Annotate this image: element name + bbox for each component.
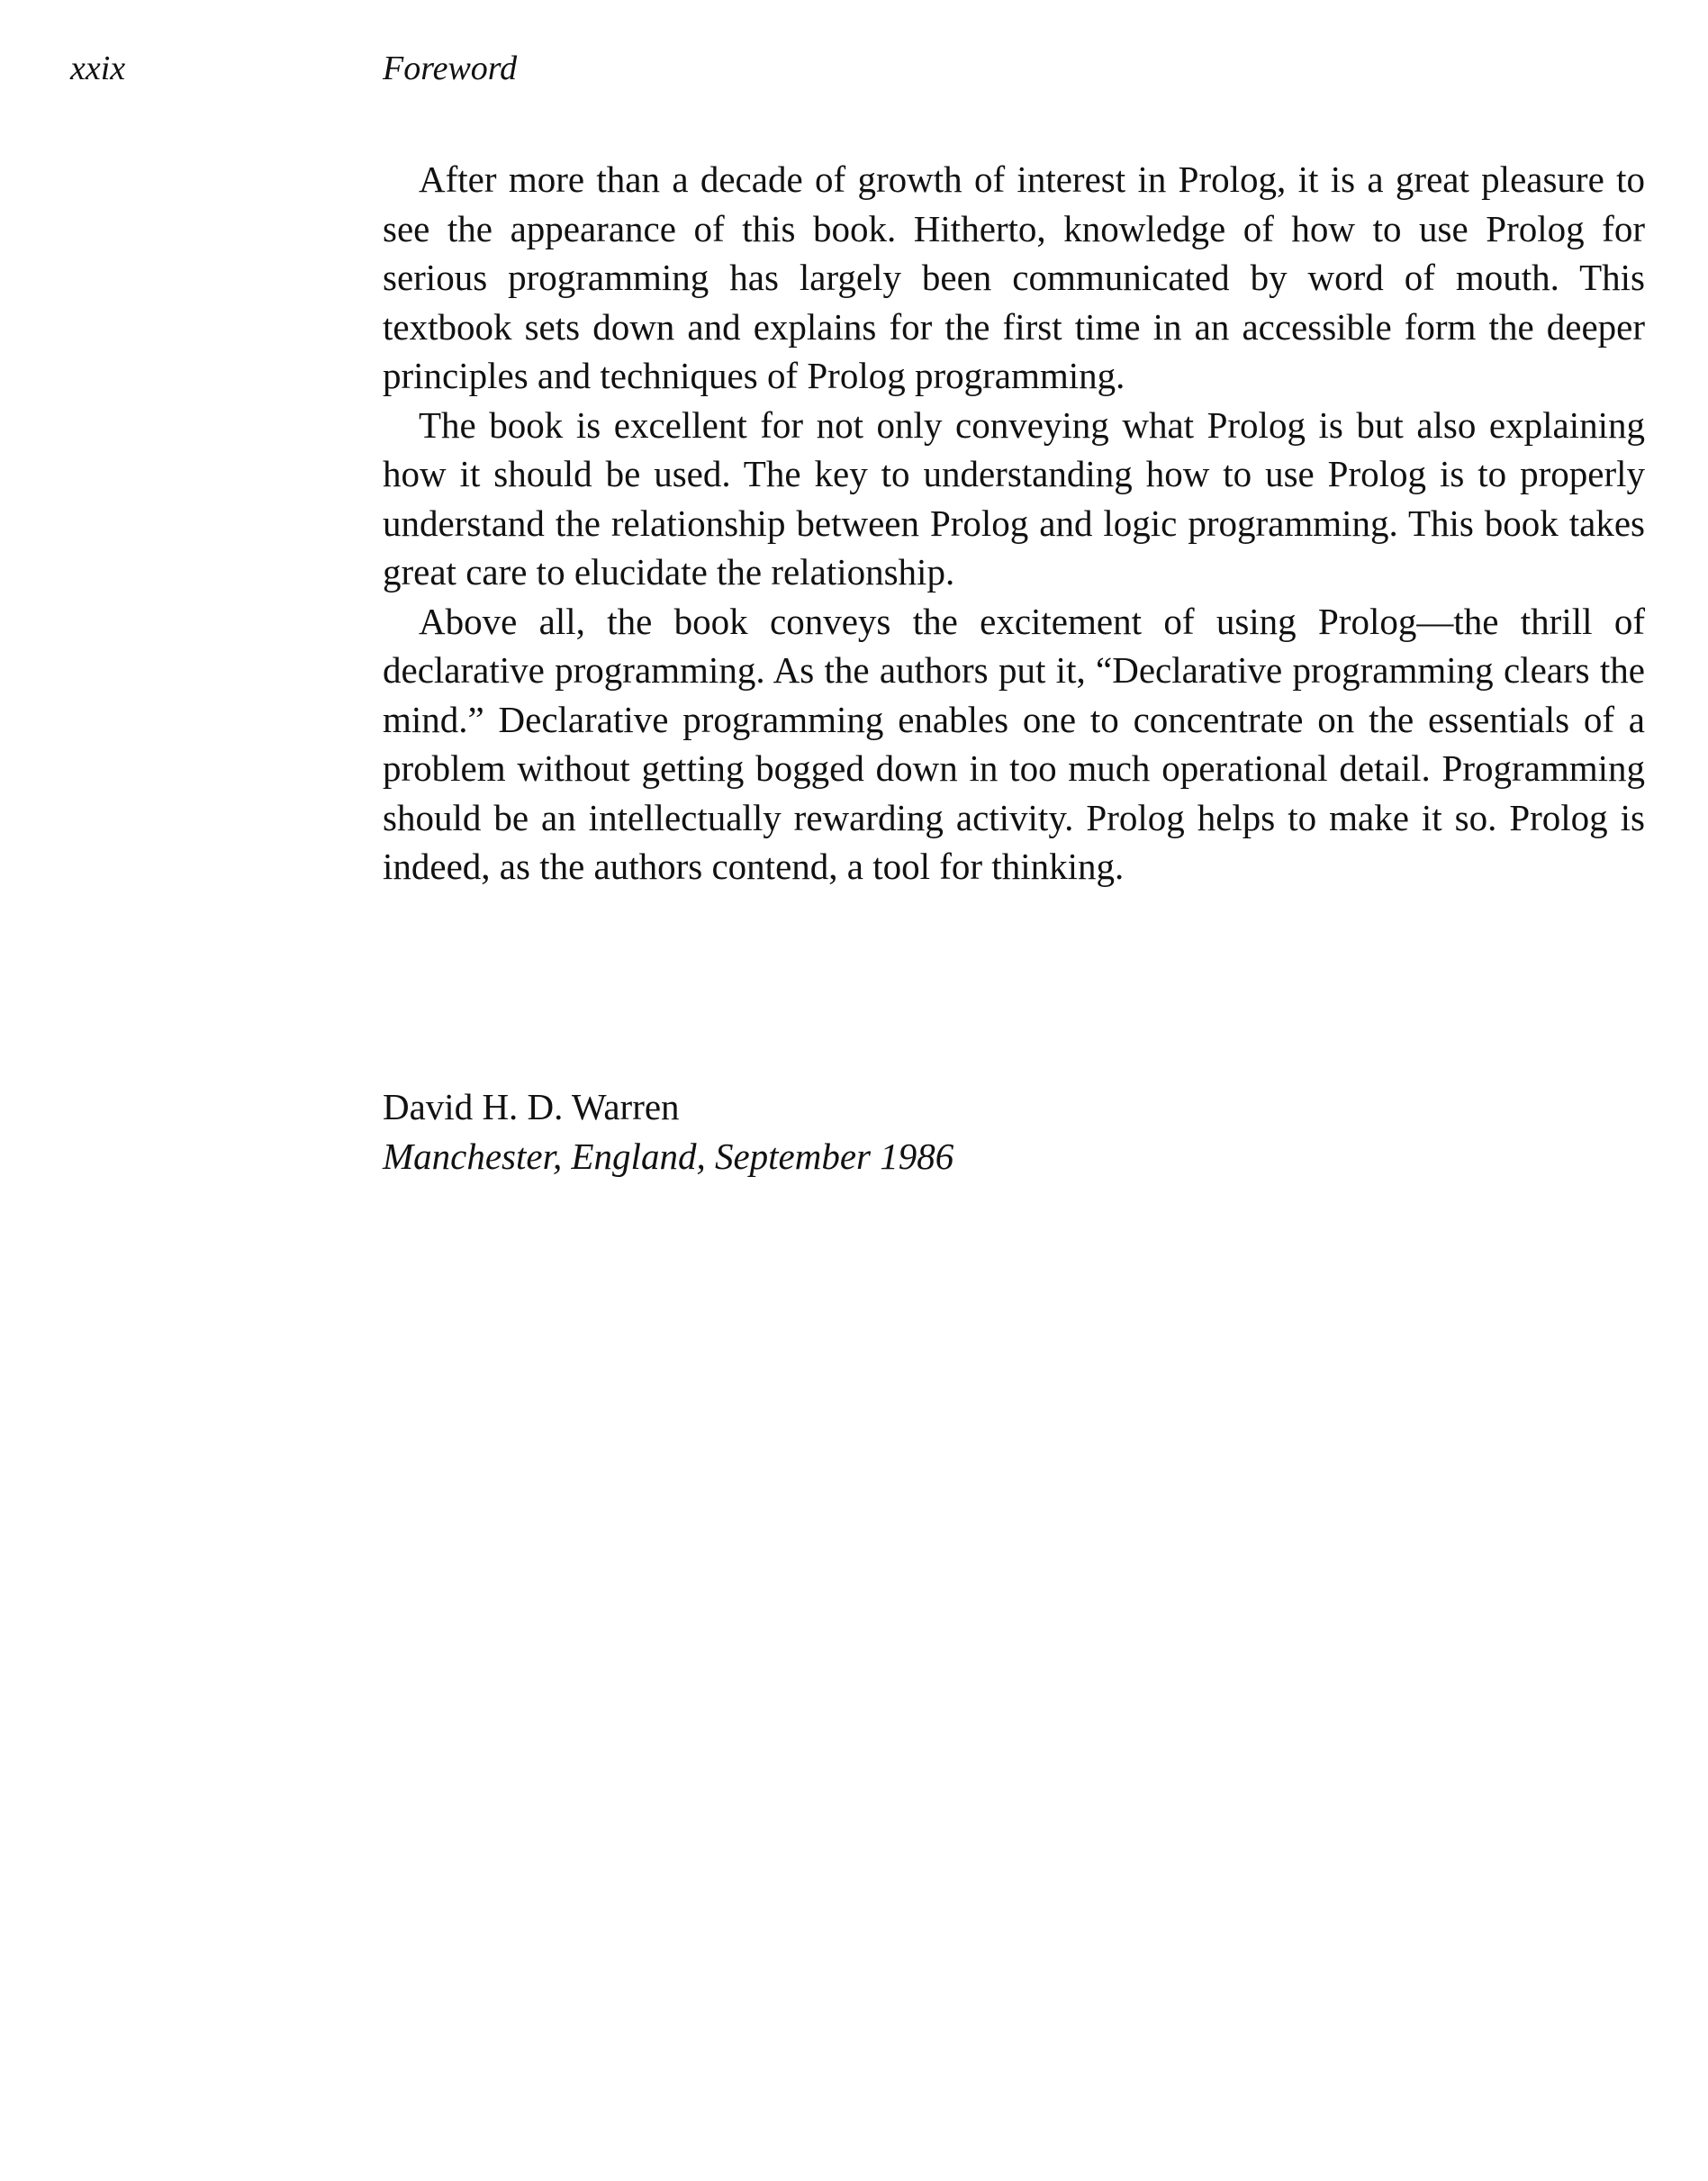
paragraph-1: After more than a decade of growth of interest in Prolog, it is a great pleasure to see the appearance of this book. Hitherto, knowledge of how to use Prolog for serious programming has largely been communicated by word of mouth. This textbook sets down and explains for the first time in an accessible form the deeper principles and techniques of Prolog programming. xyxy=(383,158,1645,396)
place-date: Manchester, England, September 1986 xyxy=(383,1135,954,1177)
paragraph-2: The book is excellent for not only conveying what Prolog is but also explaining how it should be used. The key to understanding how to use Prolog is to properly understand the relationship between Prolog and logic programming. This book takes great care to elucidate the relationship. xyxy=(383,403,1645,593)
paragraph-3: Above all, the book conveys the excitement of using Prolog—the thrill of declarative programming. As the authors put it, “Declarative programming clears the mind.” Declarative programming enables one to concentrate on the essentials of a problem without getting bogged down in too much operational detail. Programming should be an intellectually rewarding activity. Prolog helps to make it so. Prolog is indeed, as the authors contend, a tool for thinking. xyxy=(383,600,1645,887)
section-title: Foreword xyxy=(383,50,518,87)
running-head xyxy=(0,41,1708,95)
foreword-body xyxy=(383,155,1645,891)
author-name: David H. D. Warren xyxy=(383,1086,680,1127)
signature-block xyxy=(383,1082,953,1181)
page-number: xxix xyxy=(70,50,126,87)
